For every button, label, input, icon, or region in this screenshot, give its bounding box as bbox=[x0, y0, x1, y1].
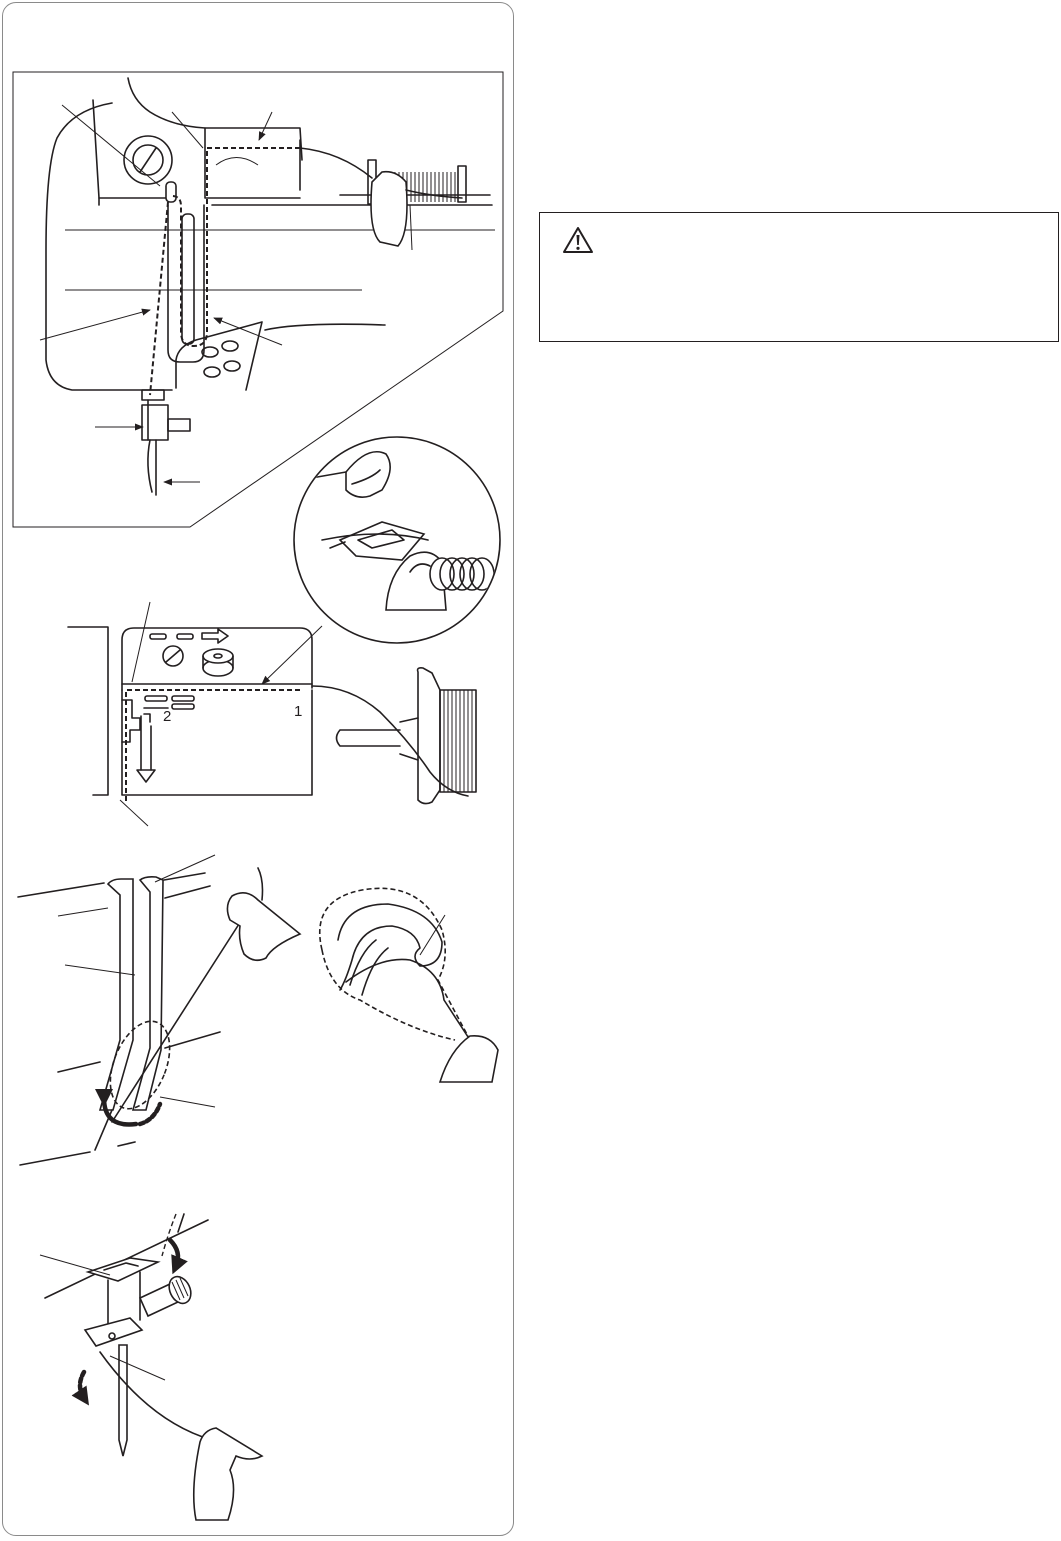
figure-thread-path-overview bbox=[13, 72, 503, 527]
warning-box bbox=[539, 212, 1059, 342]
finger bbox=[371, 172, 407, 246]
tension-dial bbox=[124, 136, 176, 202]
warning-icon bbox=[562, 226, 594, 254]
leader-lines bbox=[40, 105, 282, 482]
take-up-lever bbox=[168, 205, 204, 362]
needle-bar bbox=[142, 390, 190, 495]
figure-take-up-lever bbox=[18, 855, 498, 1165]
figure-needle-threading bbox=[40, 1214, 262, 1520]
figure-thread-guide-plate bbox=[68, 602, 476, 826]
figure-threading-detail-circle bbox=[262, 437, 500, 684]
direction-marks bbox=[150, 629, 228, 643]
lever-hook-detail bbox=[320, 888, 498, 1082]
spool-on-pin bbox=[337, 668, 477, 804]
thumb-screw bbox=[140, 1273, 195, 1316]
bobbin-icon bbox=[203, 649, 233, 676]
spool-coil bbox=[430, 558, 494, 590]
callout-frame bbox=[13, 72, 503, 527]
hand bbox=[194, 1428, 262, 1520]
guide-label-1: 1 bbox=[294, 703, 303, 720]
screw-icon bbox=[163, 646, 183, 666]
spool bbox=[340, 160, 490, 204]
guide-label-2: 2 bbox=[163, 708, 172, 725]
